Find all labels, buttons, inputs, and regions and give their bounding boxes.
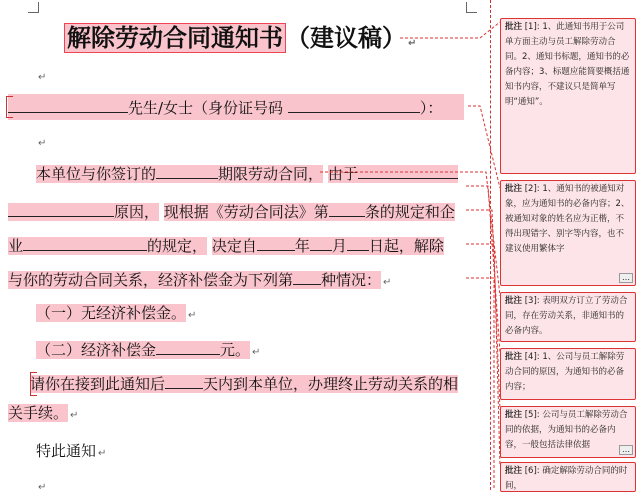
para1-line3[interactable] <box>8 232 444 258</box>
corner-mark-top-right <box>466 2 477 13</box>
para-bracket <box>6 96 13 118</box>
para2-line2[interactable]: 关手续。 ↵ <box>8 404 79 422</box>
day-blank[interactable] <box>347 232 369 251</box>
termination-text[interactable]: 与你的劳动合同关系， <box>8 271 159 289</box>
empty-line: ↵ <box>38 72 47 83</box>
month-blank[interactable] <box>310 232 332 251</box>
regulation-blank[interactable] <box>23 232 147 251</box>
salutation-end: ）： <box>419 99 443 117</box>
contract-intro[interactable]: 本单位与你签订的 期限劳动合同， <box>36 165 323 183</box>
case-number-blank[interactable] <box>293 266 321 285</box>
option-compensation[interactable]: （二）经济补偿金 元。 ↵ <box>36 336 260 362</box>
comment-5[interactable]: 批注 [5]: 公司与员工解除劳动合同的依据，为通知书的必备内容，一般包括法律依据 … <box>500 406 636 458</box>
para1-line1[interactable] <box>36 160 458 186</box>
days-blank[interactable] <box>165 370 203 389</box>
comment-4[interactable]: 批注 [4]: 1、公司与员工解除劳动合同的原因，为通知书的必备内容； <box>500 348 636 400</box>
basis-text[interactable]: 现根据《劳动合同法》第 条的规定和企 <box>164 203 455 221</box>
para1-line2[interactable] <box>8 198 455 224</box>
compensation-amount-blank[interactable] <box>156 336 220 355</box>
title-sub[interactable]: （建议稿） <box>286 24 406 52</box>
date-text[interactable]: 决定自 年 月 日起，解除 <box>212 237 444 255</box>
document-title[interactable] <box>64 20 416 62</box>
reason-text[interactable]: 原因， <box>8 203 159 221</box>
reason-intro[interactable]: 由于 <box>328 165 458 183</box>
basis-text-cont[interactable]: 业 的规定， <box>8 237 207 255</box>
corner-mark-top-left <box>28 2 39 13</box>
name-blank[interactable] <box>8 94 128 113</box>
paragraph-mark: ↵ <box>408 38 417 49</box>
closing-line[interactable]: 特此通知 ↵ <box>36 442 107 460</box>
para-bracket <box>30 372 37 396</box>
article-blank[interactable] <box>329 198 365 217</box>
term-blank[interactable] <box>156 160 218 179</box>
comment-2[interactable]: 批注 [2]: 1、通知书的被通知对象，应为通知书的必备内容；2、被通知对象的姓名应为正楷，不得出现错字、别字等内容，也不建议使用繁体字 … <box>500 180 636 286</box>
empty-line: ↵ <box>38 138 47 149</box>
para2-line1[interactable]: 请你在接到此通知后 天内到本单位，办理终止劳动关系的相 <box>30 370 458 396</box>
reason-blank-1[interactable] <box>358 160 458 179</box>
id-number-blank[interactable] <box>288 94 420 113</box>
margin-divider <box>490 0 491 490</box>
year-blank[interactable] <box>257 232 295 251</box>
compensation-intro[interactable]: 经济补偿金为下列第 种情况： <box>158 271 381 289</box>
title-main[interactable]: 解除劳动合同通知书 <box>64 23 286 53</box>
salutation-text: 先生/女士（身份证号码 <box>128 99 284 117</box>
more-icon[interactable]: … <box>619 273 633 283</box>
option-no-compensation[interactable]: （一）无经济补偿金。 ↵ <box>36 304 197 322</box>
comment-3[interactable]: 批注 [3]: 表明双方订立了劳动合同，存在劳动关系，非通知书的必备内容。 <box>500 292 636 342</box>
para1-line4[interactable]: 与你的劳动合同关系，经济补偿金为下列第 种情况： ↵ <box>8 266 391 292</box>
more-icon[interactable]: … <box>619 445 633 455</box>
comment-1[interactable]: 批注 [1]: 1、此通知书用于公司单方面主动与员工解除劳动合同。2、通知书标题，通知书的必备内容；3、标题应能简要概括通知书内容，不建议只是简单写明“通知”。 <box>500 18 636 174</box>
reason-blank-2[interactable] <box>8 198 114 217</box>
empty-line: ↵ <box>38 482 47 493</box>
salutation-line[interactable] <box>8 94 464 120</box>
comment-6[interactable]: 批注 [6]: 确定解除劳动合同的时间， <box>500 462 636 492</box>
